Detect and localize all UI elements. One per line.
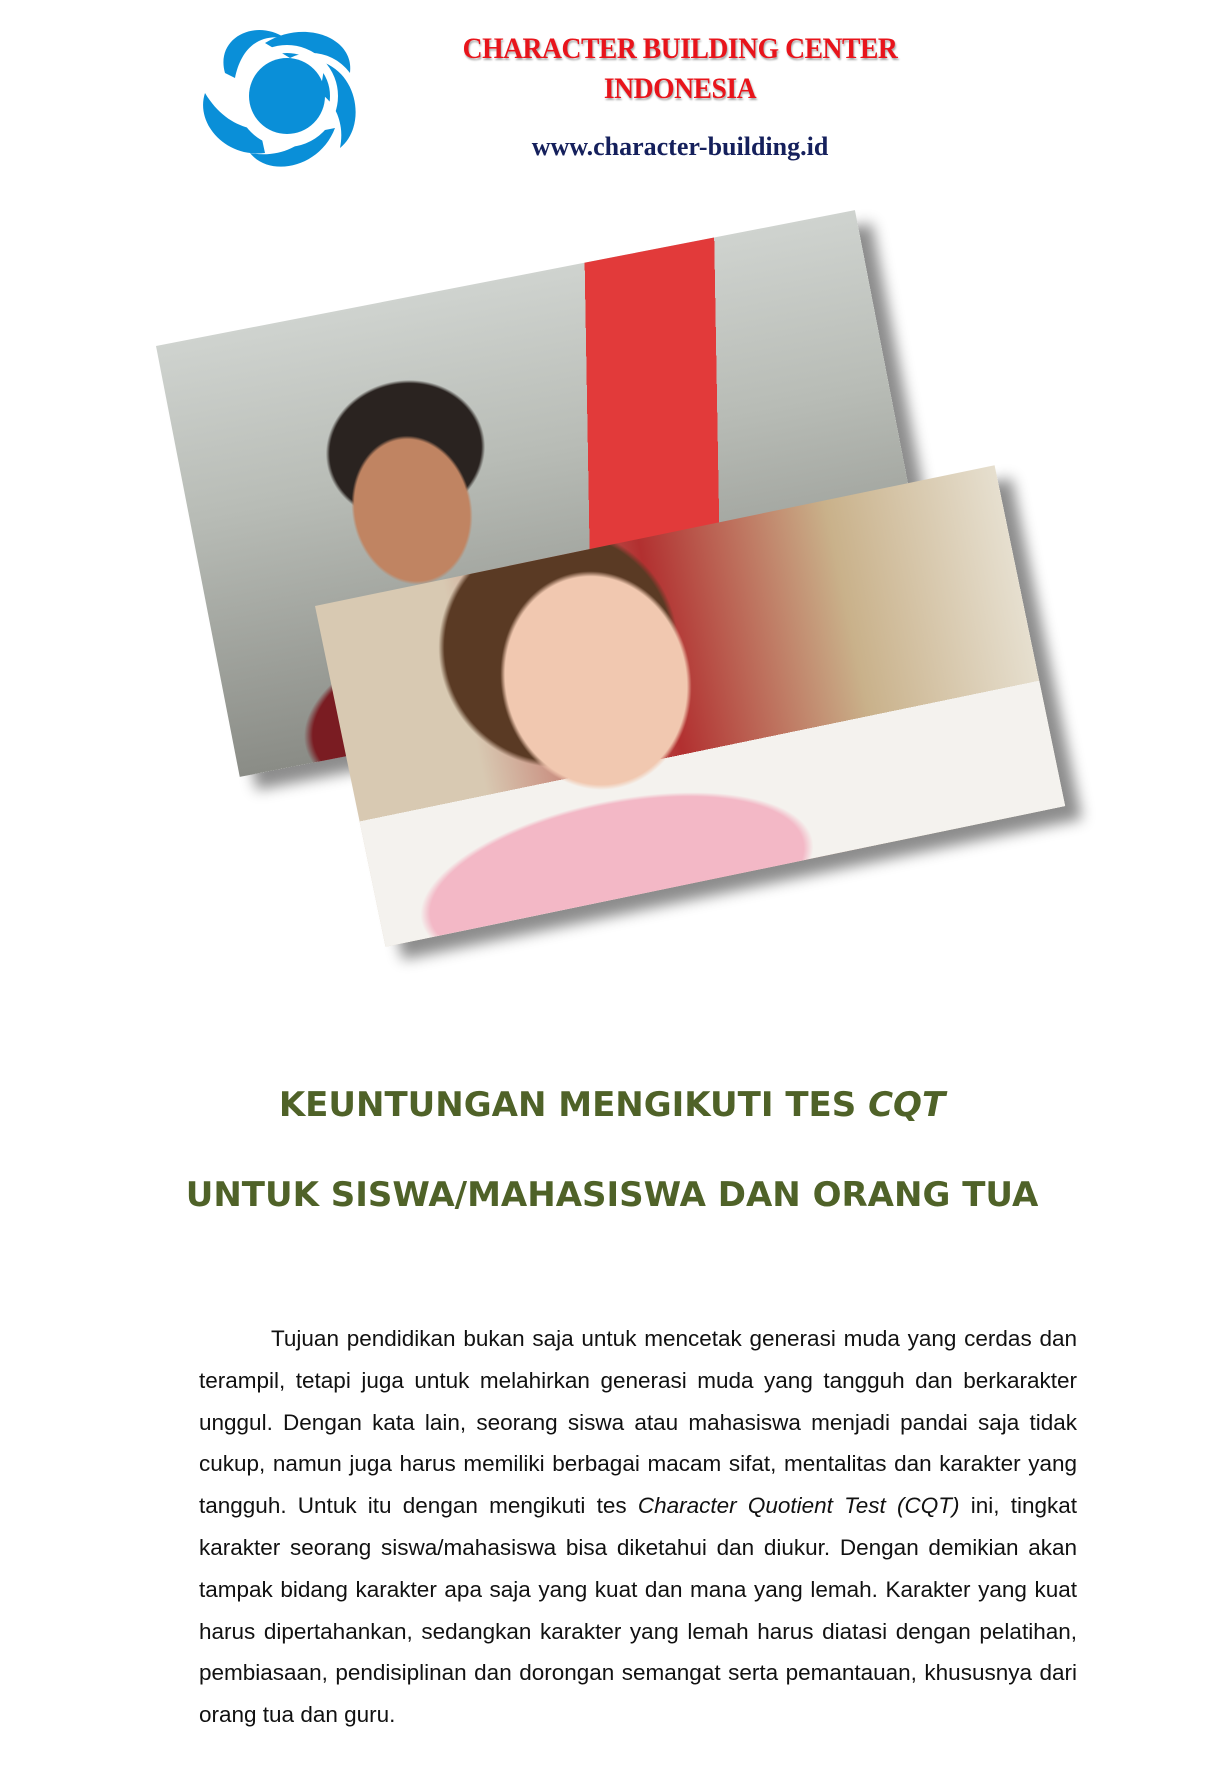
website-url: www.character-building.id [531,132,829,161]
heading-cqt: CQT [868,1085,946,1125]
organization-name-line2: INDONESIA [603,72,757,105]
heading-text: KEUNTUNGAN MENGIKUTI TES [278,1085,869,1125]
organization-logo [195,18,380,173]
body-paragraph [199,1318,1077,1736]
heading-line2: UNTUK SISWA/MAHASISWA DAN ORANG TUA [185,1175,1039,1215]
paragraph-italic: Character Quotient Test (CQT) [637,1493,960,1519]
heading-line1 [0,1085,1224,1125]
organization-name-line1: CHARACTER BUILDING CENTER [462,32,898,65]
paragraph-text-1: Tujuan pendidikan bukan saja untuk mencetak generasi muda yang cerdas dan terampil, tetapi juga untuk melahirkan generasi muda yang tangguh dan berkarakter unggul. Dengan kata lain, seorang siswa atau mahasiswa menjadi pandai saja tidak cukup, namun juga harus memiliki berbagai macam sifat, mentalitas dan karakter yang tangguh. Untuk itu dengan mengikuti tes [199,1326,1077,1519]
paragraph-text-2: ini, tingkat karakter seorang siswa/mahasiswa bisa diketahui dan diukur. Dengan demikian akan tampak bidang karakter apa saja yang kuat dan mana yang lemah. Karakter yang kuat harus dipertahankan, sedangkan karakter yang lemah harus diatasi dengan pelatihan, pembiasaan, pendisiplinan dan dorongan semangat serta pemantauan, khususnya dari orang tua dan guru. [199,1493,1077,1728]
